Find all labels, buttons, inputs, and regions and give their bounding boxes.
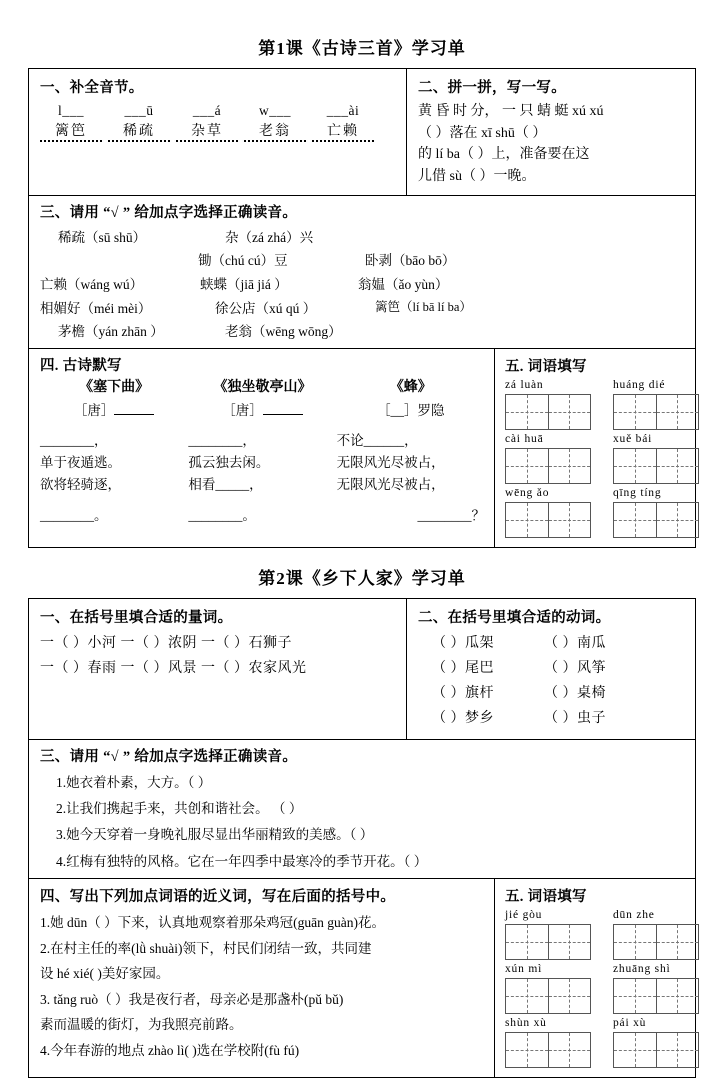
tianzige-row xyxy=(505,379,687,433)
s2-section-1-line[interactable]: 一（ ）春雨 一（ ）风景 一（ ）农家风光 xyxy=(40,661,307,677)
sheet2-title: 第2课《乡下人家》学习单 xyxy=(258,568,466,588)
reading-choice[interactable]: 翁媪（ǎo yùn） xyxy=(358,277,449,292)
reading-choice-empty xyxy=(40,249,180,273)
tianzige-pinyin: jié gòu xyxy=(505,908,543,921)
tianzige-cell[interactable] xyxy=(614,1033,656,1067)
s2-section-5-cell xyxy=(495,879,695,1077)
tianzige-group xyxy=(505,1017,591,1068)
poem-author[interactable]: ［__］罗隐 xyxy=(377,402,445,418)
sentence-item[interactable]: 3.她今天穿着一身晚礼服尽显出华丽精致的美感。（ ） xyxy=(56,827,374,843)
tianzige-pinyin: pái xù xyxy=(613,1016,647,1029)
synonym-item[interactable]: 设 hé xié( )美好家园。 xyxy=(40,966,170,982)
tianzige-group xyxy=(613,487,699,538)
tianzige-cell[interactable] xyxy=(506,1033,548,1067)
section-3-cell xyxy=(29,196,695,348)
verb-row[interactable] xyxy=(432,631,686,656)
reading-choice[interactable]: 老翁（wēng wōng） xyxy=(225,324,342,340)
tianzige-pinyin: shùn xù xyxy=(505,1016,547,1029)
poem-line[interactable]: ________。 xyxy=(40,507,108,523)
tianzige-pinyin: qīng tíng xyxy=(613,486,662,499)
pinyin-word: 稀疏 xyxy=(108,120,170,142)
pinyin-word: 亡赖 xyxy=(312,120,374,142)
tianzige-cell[interactable] xyxy=(656,925,699,959)
s2-section-2-heading: 二、在括号里填合适的动词。 xyxy=(418,609,611,626)
tianzige-cell[interactable] xyxy=(548,449,591,483)
tianzige-group xyxy=(505,909,591,960)
tianzige-cell[interactable] xyxy=(614,925,656,959)
section-2-line[interactable]: 的 lí ba（ ）上，准备要在这 xyxy=(418,147,590,163)
poem xyxy=(40,377,188,527)
tianzige-pinyin: wēng ǎo xyxy=(505,486,550,499)
sentence-item[interactable]: 1.她衣着朴素，大方。（ ） xyxy=(56,774,212,790)
poem-line: 无限风光尽被占， xyxy=(336,455,445,471)
tianzige-row xyxy=(505,909,687,963)
poem-line: 无限风光尽被占， xyxy=(336,477,445,493)
tianzige-group xyxy=(613,433,699,484)
tianzige-box[interactable] xyxy=(613,1032,699,1068)
pinyin-item[interactable] xyxy=(108,103,170,142)
poem-line[interactable]: ________？ xyxy=(417,507,485,523)
section-1-heading: 一、补全音节。 xyxy=(40,80,144,96)
pinyin-word: 杂草 xyxy=(176,120,238,142)
reading-choice[interactable]: 茅檐（yán zhān ） xyxy=(58,324,164,340)
section-1-cell xyxy=(29,69,407,195)
sheet1-row-bottom xyxy=(29,348,695,547)
tianzige-row xyxy=(505,1017,687,1071)
poem-author-blank[interactable] xyxy=(263,414,303,415)
tianzige-box[interactable] xyxy=(505,978,591,1014)
reading-choice[interactable]: 蛱蝶（jiā jiá ） xyxy=(200,277,288,292)
section-2-body[interactable] xyxy=(418,101,686,188)
verb-row[interactable] xyxy=(432,656,686,681)
section-2-cell xyxy=(407,69,695,195)
tianzige-group xyxy=(613,1017,699,1068)
tianzige-box[interactable] xyxy=(505,924,591,960)
poem-author[interactable] xyxy=(40,400,188,422)
tianzige-cell[interactable] xyxy=(506,503,548,537)
tianzige-pinyin: zhuāng shì xyxy=(613,962,671,975)
reading-choice[interactable]: 徐公店（xú qú ） xyxy=(215,300,317,316)
tianzige-cell[interactable] xyxy=(548,395,591,429)
pinyin-blank[interactable]: ___ū xyxy=(124,103,154,118)
poem-line[interactable]: ________， xyxy=(40,433,108,449)
tianzige-group xyxy=(505,433,591,484)
section-3-items xyxy=(40,226,686,344)
pinyin-word: 老翁 xyxy=(244,120,306,142)
sentence-item[interactable]: 2.让我们携起手来，共创和谐社会。 （ ） xyxy=(56,800,303,816)
section-4-cell xyxy=(29,349,495,547)
sentence-item[interactable]: 4.红梅有独特的风格。它在一年四季中最寒冷的季节开花。（ ） xyxy=(56,853,428,869)
section-4-heading: 四. 古诗默写 xyxy=(40,357,122,374)
tianzige-cell[interactable] xyxy=(614,395,656,429)
pinyin-item[interactable] xyxy=(176,103,238,142)
poem-title: 《独坐敬亭山》 xyxy=(213,379,312,395)
verb-row[interactable] xyxy=(432,681,686,706)
tianzige-group xyxy=(505,963,591,1014)
pinyin-blank[interactable]: ___ài xyxy=(326,103,360,118)
tianzige-cell[interactable] xyxy=(506,979,548,1013)
tianzige-box[interactable] xyxy=(613,924,699,960)
s2-section-3-items xyxy=(40,770,686,875)
tianzige-pinyin: xún mì xyxy=(505,962,543,975)
s2-section-5-heading: 五. 词语填写 xyxy=(505,888,587,905)
section-2-line[interactable]: 儿借 sù（ ）一晚。 xyxy=(418,169,536,185)
verb-cell[interactable]: （ ）风筝 xyxy=(544,661,606,677)
sheet2-row-top xyxy=(29,599,695,739)
reading-choice[interactable]: 相媚好（méi mèi） xyxy=(40,300,152,316)
verb-cell[interactable]: （ ）虫子 xyxy=(544,711,606,727)
tianzige-box[interactable] xyxy=(613,448,699,484)
reading-choice[interactable]: 稀疏（sū shū） xyxy=(58,229,147,245)
pinyin-word: 篱笆 xyxy=(40,120,102,142)
tianzige-pinyin: dūn zhe xyxy=(613,908,655,921)
tianzige-cell[interactable] xyxy=(656,1033,699,1067)
sheet1-row-sec3 xyxy=(29,195,695,348)
tianzige-cell[interactable] xyxy=(548,925,591,959)
poem-author-label: ［唐］ xyxy=(222,402,263,418)
tianzige-pinyin: xuě bái xyxy=(613,432,653,445)
verb-cell[interactable]: （ ）尾巴 xyxy=(432,661,494,677)
pinyin-item[interactable] xyxy=(312,103,374,142)
tianzige-cell[interactable] xyxy=(506,395,548,429)
sheet2-row-bottom xyxy=(29,878,695,1077)
s2-section-4-items xyxy=(40,910,485,1064)
tianzige-cell[interactable] xyxy=(506,925,548,959)
poem-title: 《蜂》 xyxy=(389,379,432,395)
tianzige-cell[interactable] xyxy=(656,979,699,1013)
poem xyxy=(337,377,485,527)
tianzige-cell[interactable] xyxy=(614,503,656,537)
poem-author-blank[interactable] xyxy=(114,414,154,415)
section-2-line[interactable]: （ ）落在 xī shū（ ） xyxy=(418,125,547,141)
tianzige-box[interactable] xyxy=(505,394,591,430)
verb-cell[interactable]: （ ）旗杆 xyxy=(432,686,494,702)
verb-row[interactable] xyxy=(432,706,686,731)
tianzige-group xyxy=(613,963,699,1014)
tianzige-pinyin: huáng dié xyxy=(613,378,666,391)
tianzige-row xyxy=(505,433,687,487)
poem-line[interactable]: ________， xyxy=(188,433,256,449)
section-2-heading: 二、拼一拼，写一写。 xyxy=(418,80,566,96)
verb-cell[interactable]: （ ）瓜架 xyxy=(432,635,494,651)
s2-section-3-cell xyxy=(29,740,695,878)
synonym-item[interactable]: 4.今年春游的地点 zhào lì( )选在学校附(fù fú) xyxy=(40,1043,300,1059)
reading-choice-empty xyxy=(400,226,560,250)
s2-section-1-line[interactable]: 一（ ）小河 一（ ）浓阴 一（ ）石狮子 xyxy=(40,635,292,651)
tianzige-row xyxy=(505,487,687,541)
tianzige-box[interactable] xyxy=(505,502,591,538)
pinyin-blank[interactable]: w___ xyxy=(259,103,291,118)
tianzige-row xyxy=(505,963,687,1017)
poem-line[interactable]: 不论______， xyxy=(336,433,418,449)
tianzige-group xyxy=(505,379,591,430)
tianzige-cell[interactable] xyxy=(506,449,548,483)
s2-section-2-cell xyxy=(407,599,695,739)
tianzige-pinyin: zá luàn xyxy=(505,378,544,391)
s2-section-1-cell xyxy=(29,599,407,739)
section-5-cell xyxy=(495,349,695,547)
reading-choice[interactable]: 篱笆（lí bā lí ba） xyxy=(375,299,472,314)
poem-author-label: ［唐］ xyxy=(73,402,115,418)
tianzige-cell[interactable] xyxy=(548,503,591,537)
tianzige-cell[interactable] xyxy=(614,449,656,483)
s2-section-4-cell xyxy=(29,879,495,1077)
tianzige-cell[interactable] xyxy=(548,979,591,1013)
poem-line: 欲将轻骑逐， xyxy=(40,477,121,493)
tianzige-cell[interactable] xyxy=(656,449,699,483)
reading-choice[interactable]: 杂（zá zhá）兴 xyxy=(225,229,314,245)
tianzige-group xyxy=(505,487,591,538)
tianzige-box[interactable] xyxy=(613,978,699,1014)
tianzige-cell[interactable] xyxy=(656,503,699,537)
verb-cell[interactable]: （ ）桌椅 xyxy=(544,686,606,702)
poem-line[interactable]: 相看_____， xyxy=(188,477,263,493)
tianzige-cell[interactable] xyxy=(548,1033,591,1067)
s2-section-3-heading: 三、请用 “√ ” 给加点字选择正确读音。 xyxy=(40,748,298,765)
reading-choice-empty xyxy=(400,320,560,344)
section-5-heading: 五. 词语填写 xyxy=(505,358,587,375)
poem xyxy=(188,377,336,527)
verb-cell[interactable]: （ ）南瓜 xyxy=(544,635,606,651)
tianzige-group xyxy=(613,909,699,960)
pinyin-blank[interactable]: ___á xyxy=(192,103,222,118)
tianzige-box[interactable] xyxy=(613,502,699,538)
tianzige-pinyin: cài huā xyxy=(505,432,544,445)
reading-choice[interactable]: 卧剥（bāo bō） xyxy=(365,253,456,269)
sheet2-row-sec3 xyxy=(29,739,695,878)
verb-cell[interactable]: （ ）梦乡 xyxy=(432,711,494,727)
poem-line: 孤云独去闲。 xyxy=(188,455,270,471)
synonym-item[interactable]: 3. tǎng ruò（ ）我是夜行者，母亲必是那盏朴(pǔ bǔ) xyxy=(40,991,344,1007)
sheet1-row-top xyxy=(29,69,695,195)
tianzige-cell[interactable] xyxy=(656,395,699,429)
poem-list xyxy=(40,377,485,527)
tianzige-box[interactable] xyxy=(613,394,699,430)
pinyin-item[interactable] xyxy=(244,103,306,142)
tianzige-cell[interactable] xyxy=(614,979,656,1013)
section-3-heading: 三、请用 “√ ” 给加点字选择正确读音。 xyxy=(40,204,298,221)
s2-section-4-heading: 四、写出下列加点词语的近义词，写在后面的括号中。 xyxy=(40,888,396,905)
poem-line[interactable]: ________。 xyxy=(188,507,256,523)
reading-choice[interactable]: 亡赖（wáng wú） xyxy=(40,277,144,292)
tianzige-group xyxy=(613,379,699,430)
tianzige-box[interactable] xyxy=(505,1032,591,1068)
sheet1-container xyxy=(28,68,696,548)
poem-author[interactable] xyxy=(188,400,336,422)
section-2-line: 黄 昏 时 分， 一 只 蜻 蜓 xú xú xyxy=(418,104,604,119)
poem-line: 单于夜遁逃。 xyxy=(40,455,121,471)
pinyin-blank[interactable]: l___ xyxy=(57,103,84,118)
sheet2-container xyxy=(28,598,696,1078)
s2-section-1-heading: 一、在括号里填合适的量词。 xyxy=(40,609,233,626)
reading-choice[interactable]: 锄（chú cú）豆 xyxy=(198,253,288,269)
synonym-item: 素而温暖的街灯，为我照亮前路。 xyxy=(40,1017,243,1033)
pinyin-item[interactable] xyxy=(40,103,102,142)
synonym-item[interactable]: 2.在村主任的率(lǜ shuài)领下，村民们闭结一致，共同建 xyxy=(40,940,372,956)
poem-title: 《塞下曲》 xyxy=(79,379,150,395)
verb-table xyxy=(418,631,686,732)
section-1-items xyxy=(40,103,397,142)
tianzige-box[interactable] xyxy=(505,448,591,484)
synonym-item[interactable]: 1.她 dūn（ ）下来，认真地观察着那朵鸡冠(guān guàn)花。 xyxy=(40,914,385,930)
sheet1-title: 第1课《古诗三首》学习单 xyxy=(258,39,466,58)
